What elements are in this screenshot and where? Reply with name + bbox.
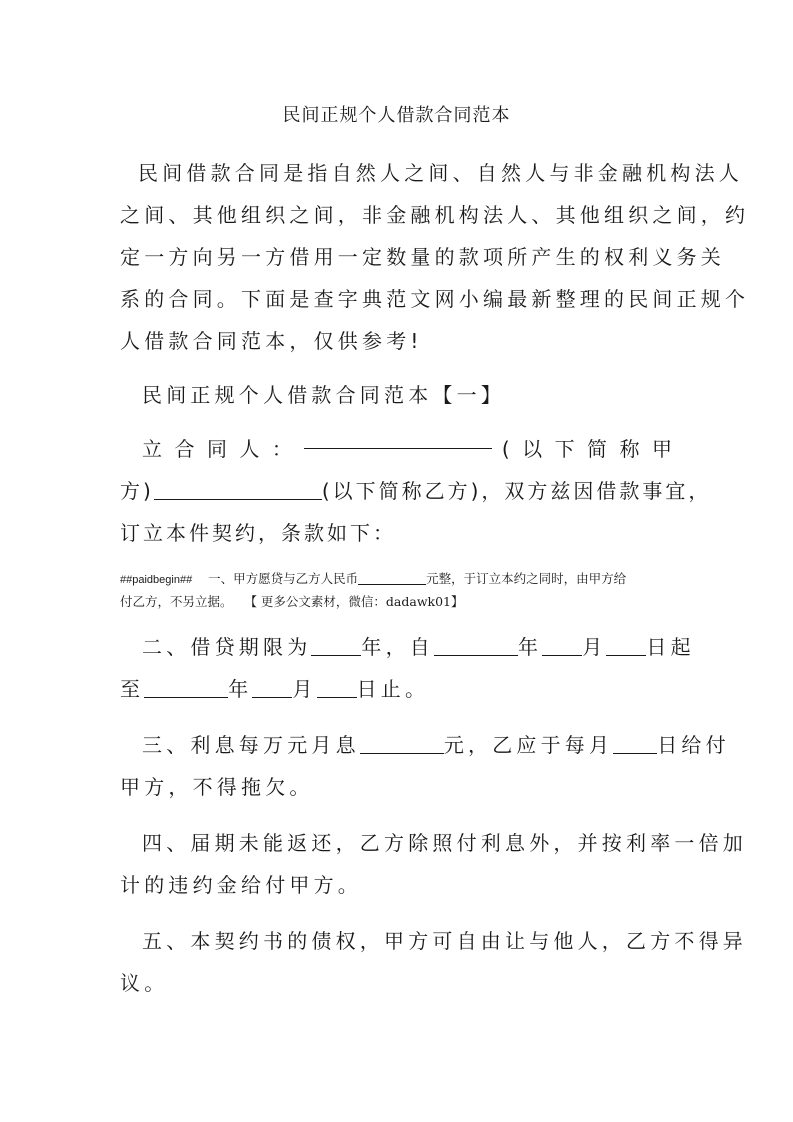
clause-1-text: 一、甲方愿贷与乙方人民币 <box>208 571 359 586</box>
start-day-blank <box>606 635 646 656</box>
parties-char: ( <box>501 437 513 461</box>
clause-4-line-1: 四、届期未能返还，乙方除照付利息外，并按利率一倍加 <box>142 831 747 855</box>
intro-line: 之间、其他组织之间，非金融机构法人、其他组织之间，约 <box>120 203 750 227</box>
parties-char: 称 <box>619 437 643 461</box>
document-title: 民间正规个人借款合同范本 <box>282 105 511 126</box>
wechat-note: 【 更多公文素材，微信：dadawk01】 <box>244 594 464 609</box>
start-month-blank <box>542 635 582 656</box>
pay-day-blank <box>613 733 657 754</box>
parties-char: 下 <box>554 437 578 461</box>
clause-4-line-2: 计的违约金给付甲方。 <box>120 873 362 897</box>
clause-4 <box>120 822 747 906</box>
intro-paragraph <box>120 152 750 362</box>
amount-blank <box>358 570 426 585</box>
parties-char: 立 <box>142 437 165 461</box>
parties-char: 以 <box>522 437 546 461</box>
parties-char: 合 <box>174 437 198 461</box>
clause-text: 日给付 <box>657 733 730 757</box>
clause-3-line-2: 甲方，不得拖欠。 <box>120 775 314 799</box>
clause-2 <box>120 626 695 710</box>
clause-5-line-1: 五、本契约书的债权，甲方可自由让与他人，乙方不得异 <box>142 929 747 953</box>
party-a-blank <box>304 428 492 449</box>
clause-1-line-1 <box>120 568 680 591</box>
clause-text: 元，乙应于每月 <box>443 733 614 757</box>
section-heading-text: 民间正规个人借款合同范本【一】 <box>142 383 505 407</box>
paid-tag: ##paidbegin## <box>120 574 193 586</box>
clause-text: 年，自 <box>361 635 435 659</box>
parties-char: 简 <box>587 437 611 461</box>
end-year-blank <box>144 677 228 698</box>
clause-1 <box>120 568 680 612</box>
clause-1-text: 付乙方，不另立据。 <box>120 594 233 609</box>
intro-line: 人借款合同范本，仅供参考! <box>120 329 423 353</box>
parties-char: ： <box>271 437 295 461</box>
interest-blank <box>360 733 444 754</box>
clause-text: 二、借贷期限为 <box>142 635 312 659</box>
clause-5 <box>120 920 747 1004</box>
start-year-blank <box>434 635 518 656</box>
clause-text: 月 <box>582 635 607 659</box>
clause-3-line-1 <box>120 724 730 766</box>
clause-text: 三、利息每万元月息 <box>142 733 360 757</box>
clause-text: 月 <box>292 677 317 701</box>
clause-2-line-1 <box>120 626 695 668</box>
parties-text: 方) <box>120 479 154 503</box>
clause-text: 年 <box>518 635 543 659</box>
intro-line: 系的合同。下面是查字典范文网小编最新整理的民间正规个 <box>120 287 750 311</box>
clause-1-text: 元整，于订立本约之同时，由甲方给 <box>426 571 627 586</box>
clause-text: 至 <box>120 677 145 701</box>
clause-2-line-2 <box>120 668 675 710</box>
parties-line-1 <box>120 428 675 470</box>
clause-1-line-2 <box>120 591 680 612</box>
end-month-blank <box>252 677 292 698</box>
clause-5-line-2: 议。 <box>120 971 169 995</box>
clause-text: 日起 <box>646 635 695 659</box>
clause-text: 年 <box>228 677 253 701</box>
parties-char: 甲 <box>651 437 675 461</box>
intro-line: 民间借款合同是指自然人之间、自然人与非金融机构法人 <box>138 161 743 185</box>
parties-line-2 <box>120 470 712 512</box>
section-heading <box>120 374 675 416</box>
parties-char: 人 <box>239 437 263 461</box>
parties-paragraph <box>120 428 712 554</box>
parties-line-3: 订立本件契约，条款如下： <box>120 521 396 545</box>
clause-text: 日止。 <box>356 677 430 701</box>
party-b-blank <box>154 479 322 500</box>
clause-3 <box>120 724 730 808</box>
parties-text: (以下简称乙方)，双方兹因借款事宜， <box>321 479 712 503</box>
parties-char: 同 <box>206 437 230 461</box>
intro-line: 定一方向另一方借用一定数量的款项所产生的权利义务关 <box>120 245 725 269</box>
term-years-blank <box>311 635 361 656</box>
end-day-blank <box>317 677 357 698</box>
